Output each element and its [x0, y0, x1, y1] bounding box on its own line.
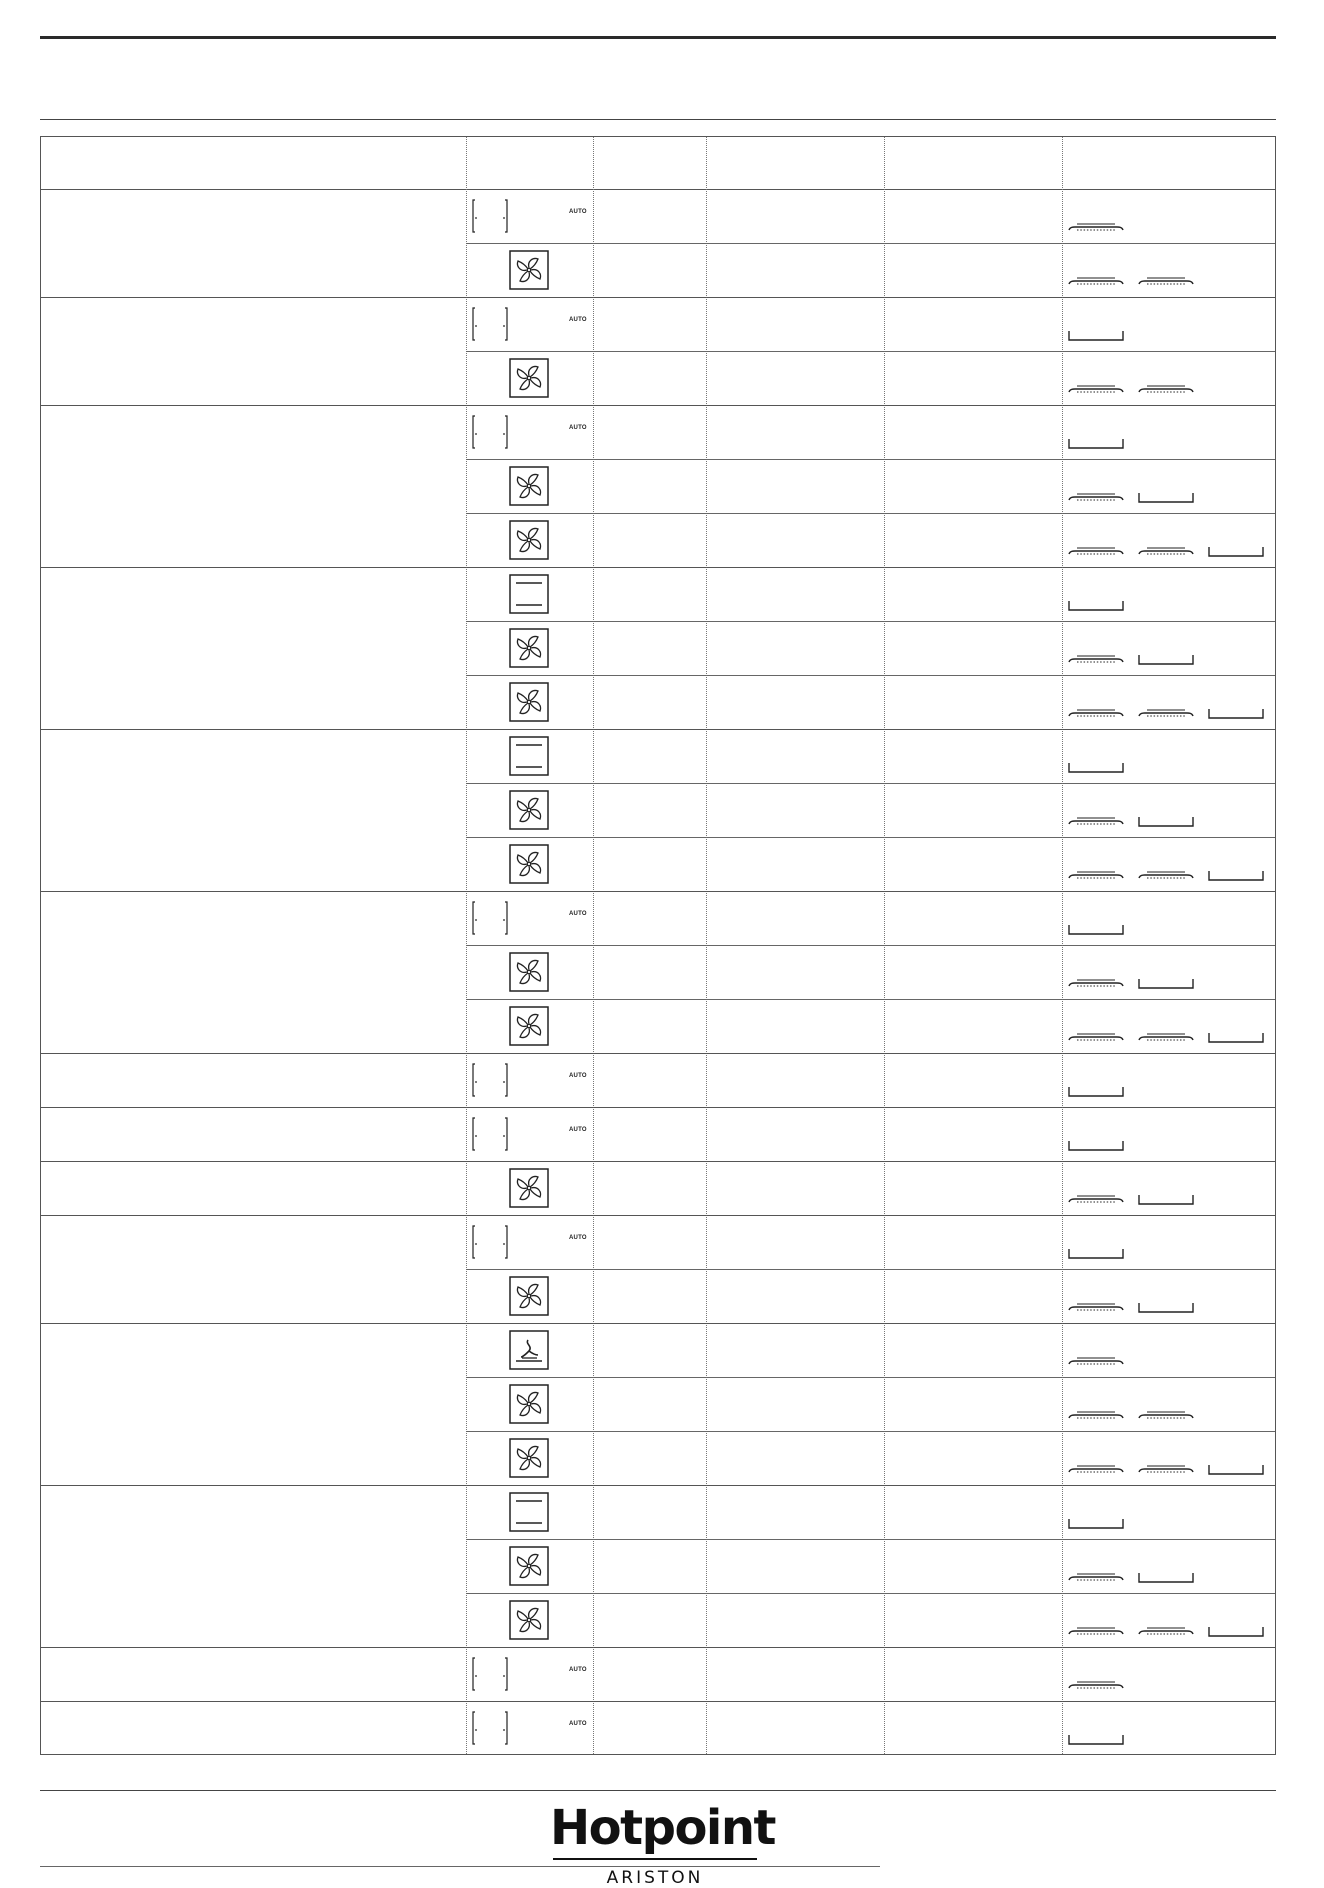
fan-icon	[509, 1384, 549, 1429]
drip-tray-icon	[1067, 329, 1125, 348]
drip-tray-icon	[1067, 761, 1125, 780]
drip-tray-icon	[1137, 1301, 1195, 1320]
brand-name: Hotpoint	[550, 1800, 775, 1856]
cooking-table	[40, 136, 1276, 1755]
auto-icon	[471, 1060, 511, 1105]
drip-tray-icon	[1067, 1247, 1125, 1266]
fan-icon	[509, 358, 549, 403]
auto-icon	[471, 1708, 511, 1753]
brand-logo	[550, 1800, 775, 1888]
wire-shelf-icon	[1137, 383, 1195, 402]
wire-shelf-icon	[1137, 1031, 1195, 1050]
auto-icon	[471, 1114, 511, 1159]
wire-shelf-icon	[1067, 1625, 1125, 1644]
group-divider	[41, 1053, 1275, 1054]
row-divider	[466, 945, 1275, 946]
auto-label: AUTO	[569, 425, 587, 431]
row-divider	[466, 351, 1275, 352]
wire-shelf-icon	[1067, 491, 1125, 510]
row-divider	[466, 675, 1275, 676]
drip-tray-icon	[1207, 707, 1265, 726]
group-divider	[41, 297, 1275, 298]
drip-tray-icon	[1137, 977, 1195, 996]
brand-subname: ARISTON	[606, 1868, 704, 1888]
drip-tray-icon	[1207, 869, 1265, 888]
row-divider	[466, 243, 1275, 244]
drip-tray-icon	[1067, 1733, 1125, 1752]
fan-icon	[509, 520, 549, 565]
header-rule	[40, 119, 1276, 120]
group-divider	[41, 1701, 1275, 1702]
auto-label: AUTO	[569, 911, 587, 917]
fan-icon	[509, 1276, 549, 1321]
drip-tray-icon	[1137, 653, 1195, 672]
brand-divider	[553, 1858, 757, 1860]
group-divider	[41, 729, 1275, 730]
auto-icon	[471, 898, 511, 943]
table-header-row	[41, 137, 1275, 190]
wire-shelf-icon	[1067, 1031, 1125, 1050]
group-divider	[41, 1107, 1275, 1108]
auto-label: AUTO	[569, 1127, 587, 1133]
drip-tray-icon	[1137, 815, 1195, 834]
fan-icon	[509, 250, 549, 295]
group-divider	[41, 1161, 1275, 1162]
auto-icon	[471, 196, 511, 241]
group-divider	[41, 1647, 1275, 1648]
crop-line	[40, 1866, 880, 1867]
row-divider	[466, 999, 1275, 1000]
auto-icon	[471, 1222, 511, 1267]
drip-tray-icon	[1137, 491, 1195, 510]
row-divider	[466, 621, 1275, 622]
fan-icon	[509, 1168, 549, 1213]
drip-tray-icon	[1207, 545, 1265, 564]
row-divider	[466, 837, 1275, 838]
drip-tray-icon	[1067, 923, 1125, 942]
fan-icon	[509, 1006, 549, 1051]
fan-icon	[509, 682, 549, 727]
fan-icon	[509, 1600, 549, 1645]
wire-shelf-icon	[1137, 1625, 1195, 1644]
wire-shelf-icon	[1137, 1463, 1195, 1482]
group-divider	[41, 1323, 1275, 1324]
fan-icon	[509, 1546, 549, 1591]
row-divider	[466, 513, 1275, 514]
drip-tray-icon	[1207, 1031, 1265, 1050]
drip-tray-icon	[1067, 437, 1125, 456]
footer-rule	[40, 1790, 1276, 1791]
fan-icon	[509, 628, 549, 673]
wire-shelf-icon	[1067, 1409, 1125, 1428]
wire-shelf-icon	[1137, 869, 1195, 888]
auto-label: AUTO	[569, 1721, 587, 1727]
group-divider	[41, 891, 1275, 892]
auto-icon	[471, 304, 511, 349]
drip-tray-icon	[1067, 1085, 1125, 1104]
group-divider	[41, 567, 1275, 568]
wire-shelf-icon	[1067, 1355, 1125, 1374]
drip-tray-icon	[1067, 599, 1125, 618]
wire-shelf-icon	[1067, 275, 1125, 294]
row-divider	[466, 783, 1275, 784]
row-divider	[466, 1431, 1275, 1432]
wire-shelf-icon	[1067, 545, 1125, 564]
wire-shelf-icon	[1067, 1193, 1125, 1212]
auto-label: AUTO	[569, 1667, 587, 1673]
wire-shelf-icon	[1067, 815, 1125, 834]
wire-shelf-icon	[1067, 1301, 1125, 1320]
wire-shelf-icon	[1137, 545, 1195, 564]
wire-shelf-icon	[1067, 977, 1125, 996]
drip-tray-icon	[1207, 1625, 1265, 1644]
row-divider	[466, 459, 1275, 460]
drip-tray-icon	[1137, 1193, 1195, 1212]
drip-tray-icon	[1137, 1571, 1195, 1590]
auto-label: AUTO	[569, 1235, 587, 1241]
fan-icon	[509, 790, 549, 835]
wire-shelf-icon	[1067, 383, 1125, 402]
wire-shelf-icon	[1067, 653, 1125, 672]
fan-icon	[509, 1438, 549, 1483]
wire-shelf-icon	[1067, 1463, 1125, 1482]
wire-shelf-icon	[1137, 1409, 1195, 1428]
top-rule	[40, 36, 1276, 39]
group-divider	[41, 1215, 1275, 1216]
conventional-icon	[509, 736, 549, 781]
fan-icon	[509, 844, 549, 889]
drip-tray-icon	[1067, 1139, 1125, 1158]
wire-shelf-icon	[1137, 275, 1195, 294]
wire-shelf-icon	[1067, 221, 1125, 240]
drip-tray-icon	[1207, 1463, 1265, 1482]
auto-icon	[471, 1654, 511, 1699]
group-divider	[41, 405, 1275, 406]
auto-label: AUTO	[569, 1073, 587, 1079]
wire-shelf-icon	[1137, 707, 1195, 726]
row-divider	[466, 1593, 1275, 1594]
fan-icon	[509, 466, 549, 511]
wire-shelf-icon	[1067, 707, 1125, 726]
bottom-fan-icon	[509, 1330, 549, 1375]
auto-icon	[471, 412, 511, 457]
conventional-icon	[509, 574, 549, 619]
auto-label: AUTO	[569, 317, 587, 323]
wire-shelf-icon	[1067, 869, 1125, 888]
wire-shelf-icon	[1067, 1679, 1125, 1698]
row-divider	[466, 1377, 1275, 1378]
drip-tray-icon	[1067, 1517, 1125, 1536]
auto-label: AUTO	[569, 209, 587, 215]
row-divider	[466, 1539, 1275, 1540]
group-divider	[41, 1485, 1275, 1486]
wire-shelf-icon	[1067, 1571, 1125, 1590]
row-divider	[466, 1269, 1275, 1270]
conventional-icon	[509, 1492, 549, 1537]
fan-icon	[509, 952, 549, 997]
